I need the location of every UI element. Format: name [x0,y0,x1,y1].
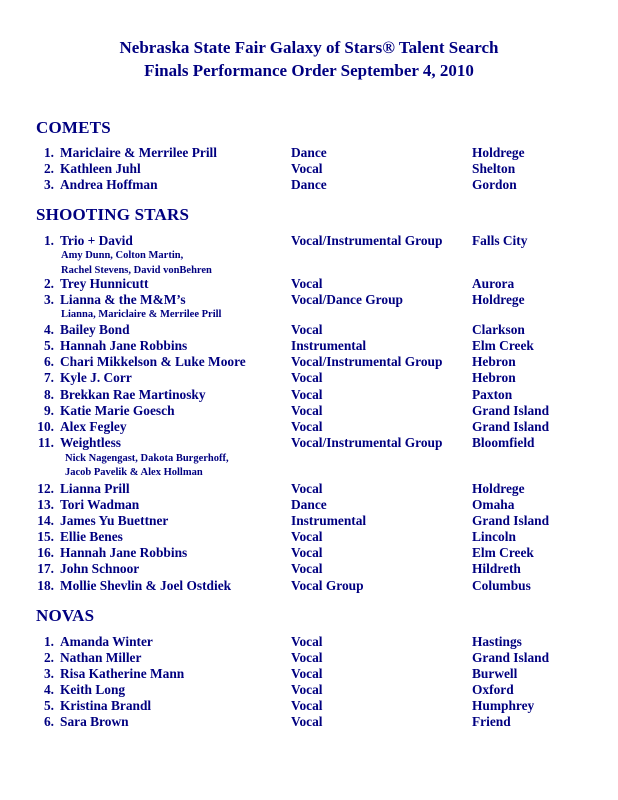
hometown: Bloomfield [472,435,535,450]
performer-name: Kristina Brandl [60,698,152,713]
hometown: Omaha [472,497,515,512]
entry-row [0,435,618,451]
hometown: Columbus [472,578,531,593]
hometown: Holdrege [472,145,525,160]
performance-category: Dance [291,177,327,192]
hometown: Holdrege [472,292,525,307]
group-members: Rachel Stevens, David vonBehren [61,265,212,276]
hometown: Clarkson [472,322,525,337]
entry-number: 4. [43,322,54,337]
entry-row [0,481,618,497]
hometown: Elm Creek [472,545,534,560]
performance-category: Vocal [291,481,323,496]
hometown: Grand Island [472,419,550,434]
entry-number: 17. [37,561,54,576]
performance-category: Vocal [291,545,323,560]
entry-row [0,387,618,403]
performance-category: Vocal [291,322,323,337]
hometown: Grand Island [472,403,550,418]
entry-row [0,682,618,698]
entry-number: 11. [38,435,54,450]
entry-row [0,292,618,308]
performer-name: Hannah Jane Robbins [60,545,188,560]
hometown: Aurora [472,276,515,291]
performer-name: Lianna & the M&M’s [60,292,186,307]
entry-number: 16. [37,545,54,560]
entry-row [0,513,618,529]
section-heading: NOVAS [36,606,95,625]
entry-number: 3. [43,177,54,192]
section-heading: SHOOTING STARS [36,205,190,224]
entry-row [0,145,618,161]
performance-category: Vocal [291,419,323,434]
entry-row [0,161,618,177]
entry-number: 6. [43,714,54,729]
entry-number: 5. [43,338,54,353]
entry-row [0,354,618,370]
group-members: Lianna, Mariclaire & Merrilee Prill [61,309,222,320]
entry-row [0,666,618,682]
performance-category: Vocal [291,403,323,418]
entry-number: 1. [43,145,54,160]
performer-name: Chari Mikkelson & Luke Moore [60,354,246,369]
entry-number: 13. [37,497,54,512]
performance-category: Vocal Group [291,578,364,593]
hometown: Falls City [472,233,528,248]
performer-name: Lianna Prill [60,481,130,496]
performer-name: Alex Fegley [60,419,127,434]
performance-category: Vocal [291,161,323,176]
performer-name: James Yu Buettner [60,513,169,528]
document-subtitle: Finals Performance Order September 4, 2010 [144,61,474,80]
performer-name: Trio + David [60,233,133,248]
entry-number: 5. [43,698,54,713]
entry-row [0,634,618,650]
entry-number: 7. [43,370,54,385]
entry-row [0,322,618,338]
performance-category: Dance [291,145,327,160]
performer-name: Amanda Winter [60,634,153,649]
entry-row [0,403,618,419]
entry-row [0,419,618,435]
document-title: Nebraska State Fair Galaxy of Stars® Talent Search [119,38,499,57]
entry-row [0,529,618,545]
performer-name: Kyle J. Corr [60,370,132,385]
entry-number: 2. [43,161,54,176]
performer-name: John Schnoor [60,561,140,576]
hometown: Hastings [472,634,522,649]
performance-category: Dance [291,497,327,512]
entry-number: 14. [37,513,54,528]
performance-category: Vocal/Instrumental Group [291,233,443,248]
performance-category: Vocal [291,650,323,665]
entry-row [0,698,618,714]
hometown: Grand Island [472,513,550,528]
entry-row [0,650,618,666]
entry-number: 4. [43,682,54,697]
performance-category: Vocal [291,387,323,402]
performer-name: Katie Marie Goesch [60,403,175,418]
group-members: Jacob Pavelik & Alex Hollman [65,467,203,478]
entry-row [0,497,618,513]
performer-name: Brekkan Rae Martinosky [60,387,206,402]
performer-name: Trey Hunnicutt [60,276,149,291]
entry-row [0,276,618,292]
hometown: Burwell [472,666,518,681]
performer-name: Keith Long [60,682,126,697]
group-members: Amy Dunn, Colton Martin, [61,250,184,261]
performance-category: Instrumental [291,338,367,353]
entry-row [0,714,618,730]
performance-category: Vocal [291,529,323,544]
performance-category: Vocal [291,666,323,681]
entry-number: 2. [43,650,54,665]
performer-name: Bailey Bond [60,322,130,337]
performer-name: Mollie Shevlin & Joel Ostdiek [60,578,232,593]
entry-number: 9. [43,403,54,418]
entry-number: 15. [37,529,54,544]
entry-number: 6. [43,354,54,369]
performance-category: Instrumental [291,513,367,528]
entry-number: 18. [37,578,54,593]
performance-category: Vocal/Instrumental Group [291,354,443,369]
performer-name: Weightless [60,435,122,450]
entry-number: 12. [37,481,54,496]
performer-name: Sara Brown [60,714,129,729]
hometown: Hildreth [472,561,521,576]
performer-name: Kathleen Juhl [60,161,141,176]
hometown: Hebron [472,370,516,385]
performer-name: Risa Katherine Mann [60,666,185,681]
section-heading: COMETS [36,118,111,137]
performer-name: Nathan Miller [60,650,142,665]
hometown: Shelton [472,161,516,176]
hometown: Hebron [472,354,516,369]
hometown: Lincoln [472,529,516,544]
performer-name: Ellie Benes [60,529,123,544]
entry-number: 8. [43,387,54,402]
group-members: Nick Nagengast, Dakota Burgerhoff, [65,453,229,464]
entry-row [0,338,618,354]
hometown: Grand Island [472,650,550,665]
entry-row [0,578,618,594]
performance-category: Vocal [291,698,323,713]
hometown: Oxford [472,682,514,697]
hometown: Paxton [472,387,513,402]
performance-category: Vocal [291,682,323,697]
performer-name: Tori Wadman [60,497,140,512]
hometown: Humphrey [472,698,535,713]
performer-name: Hannah Jane Robbins [60,338,188,353]
performance-category: Vocal [291,634,323,649]
entry-number: 1. [43,233,54,248]
performance-category: Vocal/Dance Group [291,292,403,307]
entry-number: 10. [37,419,54,434]
entry-number: 3. [43,666,54,681]
entry-row [0,561,618,577]
performer-name: Mariclaire & Merrilee Prill [60,145,217,160]
entry-row [0,545,618,561]
entry-number: 3. [43,292,54,307]
performance-category: Vocal [291,561,323,576]
entry-number: 2. [43,276,54,291]
entry-row [0,370,618,386]
performance-category: Vocal [291,714,323,729]
performer-name: Andrea Hoffman [60,177,158,192]
hometown: Gordon [472,177,517,192]
performance-category: Vocal [291,276,323,291]
entry-row [0,233,618,249]
entry-number: 1. [43,634,54,649]
hometown: Holdrege [472,481,525,496]
entry-row [0,177,618,193]
performance-category: Vocal [291,370,323,385]
hometown: Elm Creek [472,338,534,353]
hometown: Friend [472,714,511,729]
performance-category: Vocal/Instrumental Group [291,435,443,450]
